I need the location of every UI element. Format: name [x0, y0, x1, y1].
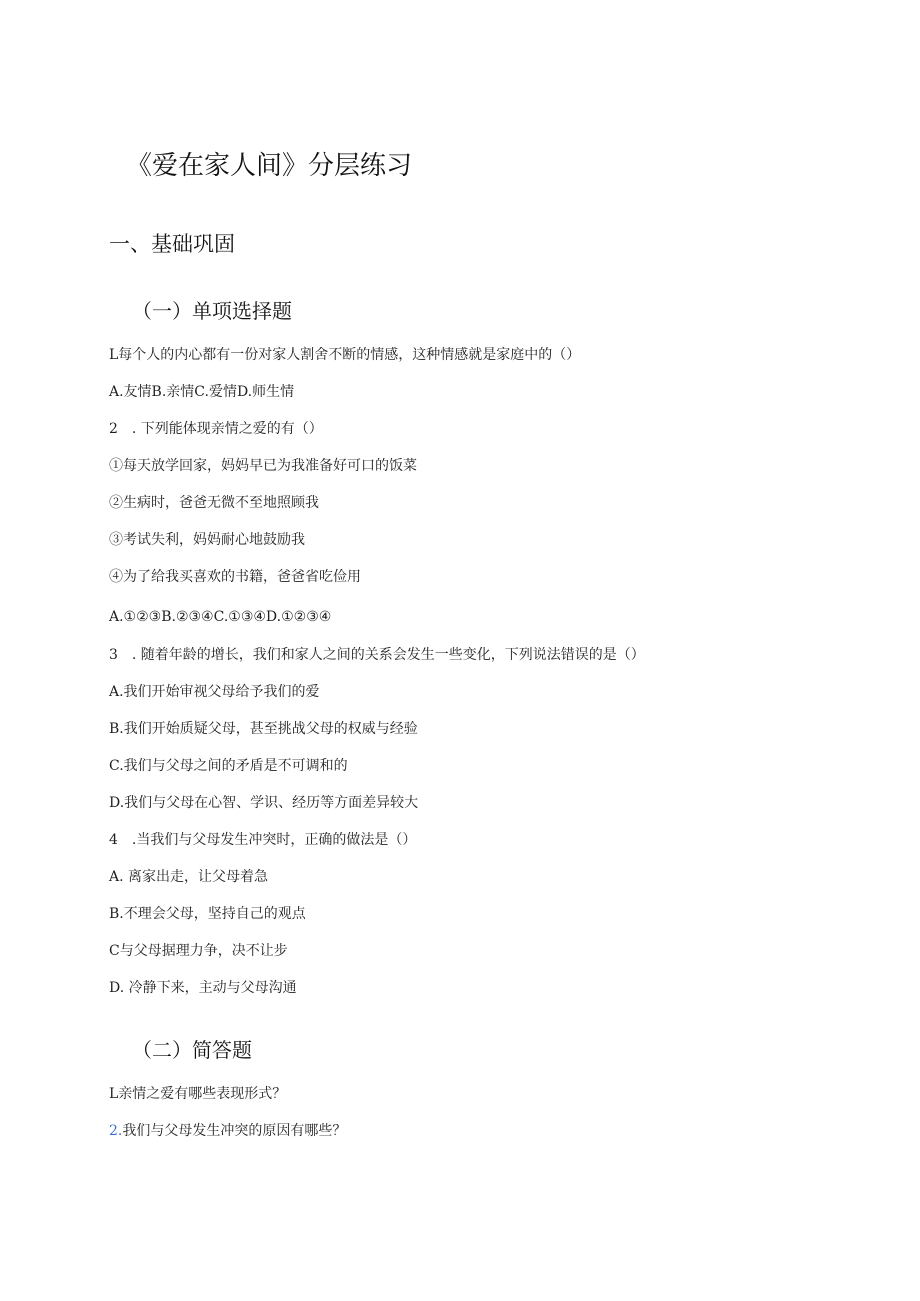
question-2-item-3: ③考试失利，妈妈耐心地鼓励我: [109, 532, 305, 548]
question-2: 2 . 下列能体现亲情之爱的有（）: [109, 421, 323, 437]
document-title: 《爱在家人间》分层练习: [126, 151, 413, 181]
question-2-item-2: ②生病时，爸爸无微不至地照顾我: [109, 495, 319, 511]
subsection-heading-choice: （一）单项选择题: [132, 299, 292, 323]
question-3-option-b: B.我们开始质疑父母，甚至挑战父母的权威与经验: [109, 721, 418, 737]
question-1: L每个人的内心都有一份对家人割舍不断的情感，这种情感就是家庭中的（）: [109, 347, 581, 363]
question-4-option-c: C与父母据理力争，决不让步: [109, 943, 288, 959]
short-answer-2: [109, 1120, 346, 1142]
question-3: 3 . 随着年龄的增长，我们和家人之间的关系会发生一些变化，下列说法错误的是（）: [109, 647, 645, 663]
question-4-option-d: D. 冷静下来，主动与父母沟通: [109, 980, 297, 996]
short-answer-1: L亲情之爱有哪些表现形式？: [109, 1086, 287, 1102]
question-1-options: A.友情B.亲情C.爱情D.师生情: [109, 384, 295, 400]
question-2-item-4: ④为了给我买喜欢的书籍，爸爸省吃俭用: [109, 569, 361, 585]
question-3-option-a: A.我们开始审视父母给予我们的爱: [109, 684, 320, 700]
question-4-option-a: A. 离家出走，让父母着急: [109, 869, 269, 885]
question-4: 4 .当我们与父母发生冲突时，正确的做法是（）: [109, 832, 417, 848]
question-2-options: A.①②③B.②③④C.①③④D.①②③④: [109, 609, 332, 625]
short-answer-2-number: 2.: [109, 1123, 123, 1139]
question-3-option-d: D.我们与父母在心智、学识、经历等方面差异较大: [109, 795, 419, 811]
question-2-item-1: ①每天放学回家，妈妈早已为我准备好可口的饭菜: [109, 458, 417, 474]
subsection-heading-short-answer: （二）简答题: [132, 1038, 252, 1062]
section-heading-basic: 一、基础巩固: [109, 232, 235, 256]
question-4-option-b: B.不理会父母，坚持自己的观点: [109, 906, 306, 922]
question-3-option-c: C.我们与父母之间的矛盾是不可调和的: [109, 758, 348, 774]
short-answer-2-text: 我们与父母发生冲突的原因有哪些？: [122, 1123, 347, 1139]
